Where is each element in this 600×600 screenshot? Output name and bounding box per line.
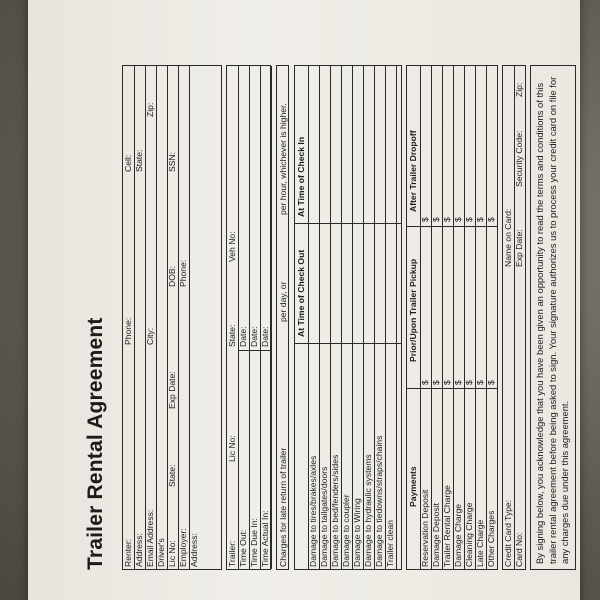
dropoff-currency-6: $ — [486, 217, 496, 222]
trailer-section — [226, 65, 271, 570]
payments-header-row — [407, 66, 421, 569]
time-out-label: Time Out: — [238, 529, 248, 567]
pickup-currency-2: $ — [442, 380, 452, 385]
payment-label-2: Trailer Rental Charge — [442, 485, 452, 567]
state-label: State: — [134, 149, 144, 172]
ssn-label: SSN: — [167, 151, 177, 172]
time-actual-label: Time Actual In: — [260, 510, 270, 567]
payment-label-0: Reservation Deposit — [420, 489, 430, 567]
check-out-header: At Time of Check Out — [296, 249, 306, 337]
payment-label-1: Damage Deposit — [431, 502, 441, 567]
drivers-label: Driver's — [156, 538, 166, 567]
email-label: Email Address: — [145, 509, 155, 567]
payment-label-4: Cleaning Charge — [464, 502, 474, 567]
payments-header: Payments — [408, 466, 418, 507]
payments-divider-1 — [407, 388, 497, 389]
damage-divider-1 — [295, 343, 401, 344]
late-charges-row — [277, 66, 289, 569]
damage-label-1: Damage to tailgates/doors — [319, 466, 329, 567]
cell-label: Cell: — [123, 154, 133, 172]
payments-table — [406, 65, 498, 570]
damage-label-0: Damage to tires/brakes/axles — [308, 455, 318, 567]
time-due-label: Time Due In: — [249, 518, 259, 567]
pickup-currency-0: $ — [420, 380, 430, 385]
date-out-label: Date: — [238, 326, 248, 347]
card-type-label: Credit Card Type: — [503, 499, 513, 567]
paper-sheet — [28, 0, 580, 600]
damage-divider-2 — [295, 223, 401, 224]
phone-label: Phone: — [123, 317, 133, 345]
city-label: City: — [145, 327, 155, 345]
lic-state-label: State: — [167, 464, 177, 487]
trailer-state-label: State: — [227, 324, 237, 347]
dropoff-currency-1: $ — [431, 217, 441, 222]
employer-label: Employer: — [178, 528, 188, 567]
trailer-divider — [238, 350, 270, 351]
dropoff-currency-2: $ — [442, 217, 452, 222]
damage-label-4: Damage to Wiring — [352, 498, 362, 567]
renter-label: Renter: — [123, 538, 133, 567]
card-no-label: Card No: — [514, 532, 524, 567]
per-day-label: per day, or — [278, 281, 288, 322]
damage-label-7: Trailer clean — [385, 520, 395, 567]
employer-address-label: Address: — [189, 533, 199, 567]
late-charges-label: Charges for late return of trailer — [278, 447, 288, 567]
damage-label-5: Damage to hydraulic systems — [363, 454, 373, 567]
trailer-lic-label: Lic No: — [227, 435, 237, 462]
check-in-header: At Time of Check In — [296, 136, 306, 217]
security-code-label: Security Code: — [514, 130, 524, 187]
payments-divider-2 — [407, 226, 497, 227]
pickup-currency-3: $ — [453, 380, 463, 385]
damage-label-2: Damage to bed/fenders/sides — [330, 454, 340, 567]
dropoff-currency-3: $ — [453, 217, 463, 222]
damage-label-3: Damage to coupler — [341, 494, 351, 567]
time-actual-row — [260, 66, 272, 569]
renter-section — [122, 65, 222, 570]
pickup-currency-5: $ — [475, 380, 485, 385]
damage-label-6: Damage to tiedowns/straps/chains — [374, 435, 384, 567]
zip-label: Zip: — [145, 102, 155, 117]
pickup-header: Prior/Upon Trailer Pickup — [408, 258, 418, 362]
lic-no-label: Lic No: — [167, 540, 177, 567]
document-title: Trailer Rental Agreement — [84, 317, 107, 570]
name-on-card-label: Name on Card: — [503, 208, 513, 267]
dob-label: DOB: — [167, 265, 177, 287]
employer-phone-label: Phone: — [178, 259, 188, 287]
dropoff-currency-5: $ — [475, 217, 485, 222]
dropoff-header: After Trailer Dropoff — [408, 130, 418, 212]
card-section — [502, 65, 526, 570]
trailer-label: Trailer: — [227, 540, 237, 567]
rental-agreement-form — [54, 0, 570, 600]
payment-label-5: Late Charge — [475, 519, 485, 567]
damage-row-7 — [385, 66, 397, 569]
payment-label-6: Other Charges — [486, 510, 496, 567]
exp-date-label: Exp Date: — [167, 371, 177, 409]
card-zip-label: Zip: — [514, 82, 524, 97]
dropoff-currency-4: $ — [464, 217, 474, 222]
pickup-currency-1: $ — [431, 380, 441, 385]
pickup-currency-6: $ — [486, 380, 496, 385]
card-no-row — [514, 66, 525, 569]
per-hour-label: per hour, whichever is higher. — [278, 103, 288, 215]
damage-header-row — [295, 66, 309, 569]
late-charges-box — [276, 65, 289, 570]
card-exp-label: Exp Date: — [514, 229, 524, 267]
employer-address-row — [189, 66, 200, 569]
date-due-label: Date: — [249, 326, 259, 347]
dropoff-currency-0: $ — [420, 217, 430, 222]
date-actual-label: Date: — [260, 326, 270, 347]
consent-text: By signing below, you acknowledge that you have been given an opportunity to read the terms and conditions of this trailer rental agreement before being asked to sign. Your signature authorizes us to process your credit card on file for any charges due under this agreement. — [534, 76, 570, 564]
veh-no-label: Veh No: — [227, 231, 237, 262]
payment-row-6 — [486, 66, 498, 569]
address-label: Address: — [134, 533, 144, 567]
pickup-currency-4: $ — [464, 380, 474, 385]
payment-label-3: Damage Charge — [453, 503, 463, 567]
consent-box — [530, 65, 576, 570]
damage-table — [294, 65, 402, 570]
